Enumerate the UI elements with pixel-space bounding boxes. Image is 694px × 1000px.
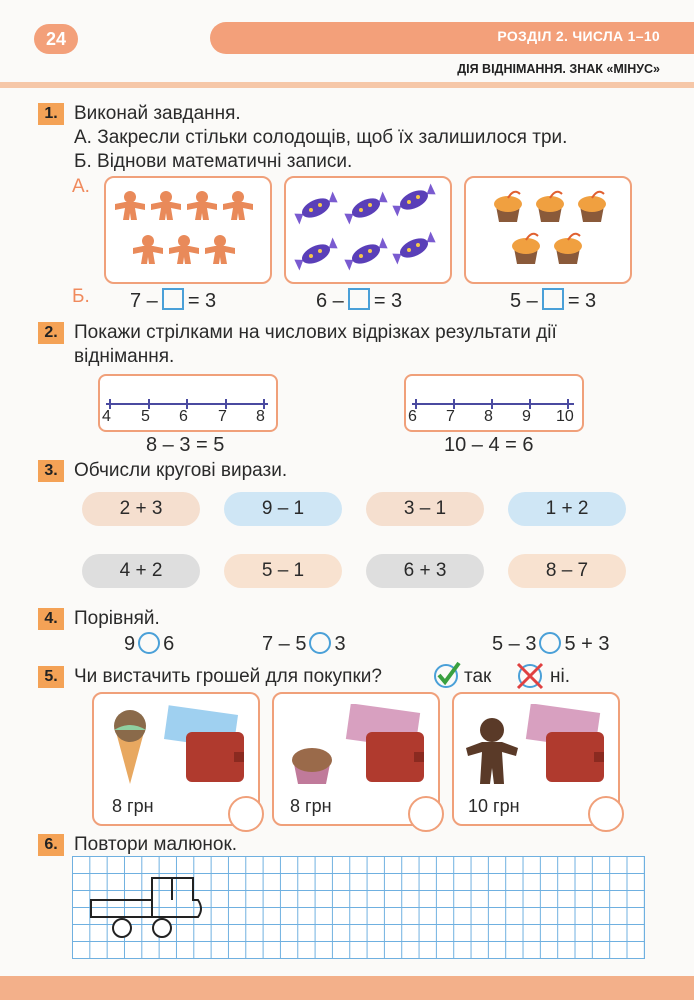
number-line-1[interactable] [98,374,278,432]
page-number: 24 [34,24,78,54]
expr-pill[interactable]: 2 + 3 [82,492,200,526]
tick-label: 8 [484,408,493,425]
tick-label: 6 [408,408,417,425]
price-label: 10 грн [468,796,520,816]
section-title: РОЗДІЛ 2. ЧИСЛА 1–10 [497,28,660,44]
task4-number: 4. [38,608,64,630]
drawing-grid[interactable] [72,856,645,959]
price-label: 8 грн [112,796,154,816]
answer-circle[interactable] [228,796,264,832]
task6-number: 6. [38,834,64,856]
tick-label: 6 [179,408,188,425]
expr-pill[interactable]: 5 – 1 [224,554,342,588]
wallet-icon [186,732,244,782]
compare-1: 9 6 [124,633,175,655]
wallet-icon [546,732,604,782]
task3-title: Обчисли кругові вирази. [74,460,288,481]
candy-box[interactable] [284,176,452,284]
task2-expr1: 8 – 3 = 5 [146,434,225,456]
task2-title: Покажи стрілками на числових відрізках результати дії віднімання. [74,322,557,367]
gingerbread-icon [106,178,270,282]
ice-cream-icon [114,710,146,784]
tick-label: 8 [256,408,265,425]
price-label: 8 грн [290,796,332,816]
task6-title: Повтори малюнок. [74,834,238,855]
task1-eq2: 6 – = 3 [316,290,403,312]
cupcake-box[interactable] [464,176,632,284]
cross-icon [514,660,546,690]
tick-label: 4 [102,408,111,425]
compare-circle[interactable] [138,632,160,654]
task2-expr2: 10 – 4 = 6 [444,434,534,456]
muffin-icon [292,748,332,784]
task1-title: Виконай завдання. [74,103,241,124]
cupcake-icon [466,178,630,282]
topic-title: ДІЯ ВІДНІМАННЯ. ЗНАК «МІНУС» [457,62,660,76]
tick-label: 7 [446,408,455,425]
tick-label: 5 [141,408,150,425]
expr-pill[interactable]: 4 + 2 [82,554,200,588]
expr-pill[interactable]: 8 – 7 [508,554,626,588]
compare-circle[interactable] [309,632,331,654]
tick-label: 7 [218,408,227,425]
check-icon [432,660,462,690]
gingerbread-box[interactable] [104,176,272,284]
answer-circle[interactable] [408,796,444,832]
answer-square[interactable] [542,288,564,310]
task3-number: 3. [38,460,64,482]
gingerbread-icon [466,718,518,784]
task2-number: 2. [38,322,64,344]
footer-bar [0,976,694,1000]
task5-title: Чи вистачить грошей для покупки? [74,666,382,687]
task1-eq1: 7 – = 3 [130,290,217,312]
expr-pill[interactable]: 9 – 1 [224,492,342,526]
wallet-icon [366,732,424,782]
task4-title: Порівняй. [74,608,160,629]
compare-3: 5 – 3 5 + 3 [492,633,610,655]
yes-label: так [464,666,492,687]
task1-b-text: Б. Віднови математичні записи. [74,151,353,172]
candy-icon [286,178,450,282]
answer-square[interactable] [162,288,184,310]
compare-circle[interactable] [539,632,561,654]
header-divider [0,82,694,88]
task1-number: 1. [38,103,64,125]
answer-circle[interactable] [588,796,624,832]
task1-label-a: А. [72,176,90,197]
tick-label: 10 [556,408,574,425]
task5-number: 5. [38,666,64,688]
task1-a-text: А. Закресли стільки солодощів, щоб їх залишилося три. [74,127,568,148]
task1-eq3: 5 – = 3 [510,290,597,312]
expr-pill[interactable]: 3 – 1 [366,492,484,526]
task1-label-b: Б. [72,286,90,307]
truck-drawing [72,856,644,958]
expr-pill[interactable]: 6 + 3 [366,554,484,588]
tick-label: 9 [522,408,531,425]
answer-square[interactable] [348,288,370,310]
no-label: ні. [550,666,570,687]
compare-2: 7 – 5 3 [262,633,346,655]
expr-pill[interactable]: 1 + 2 [508,492,626,526]
